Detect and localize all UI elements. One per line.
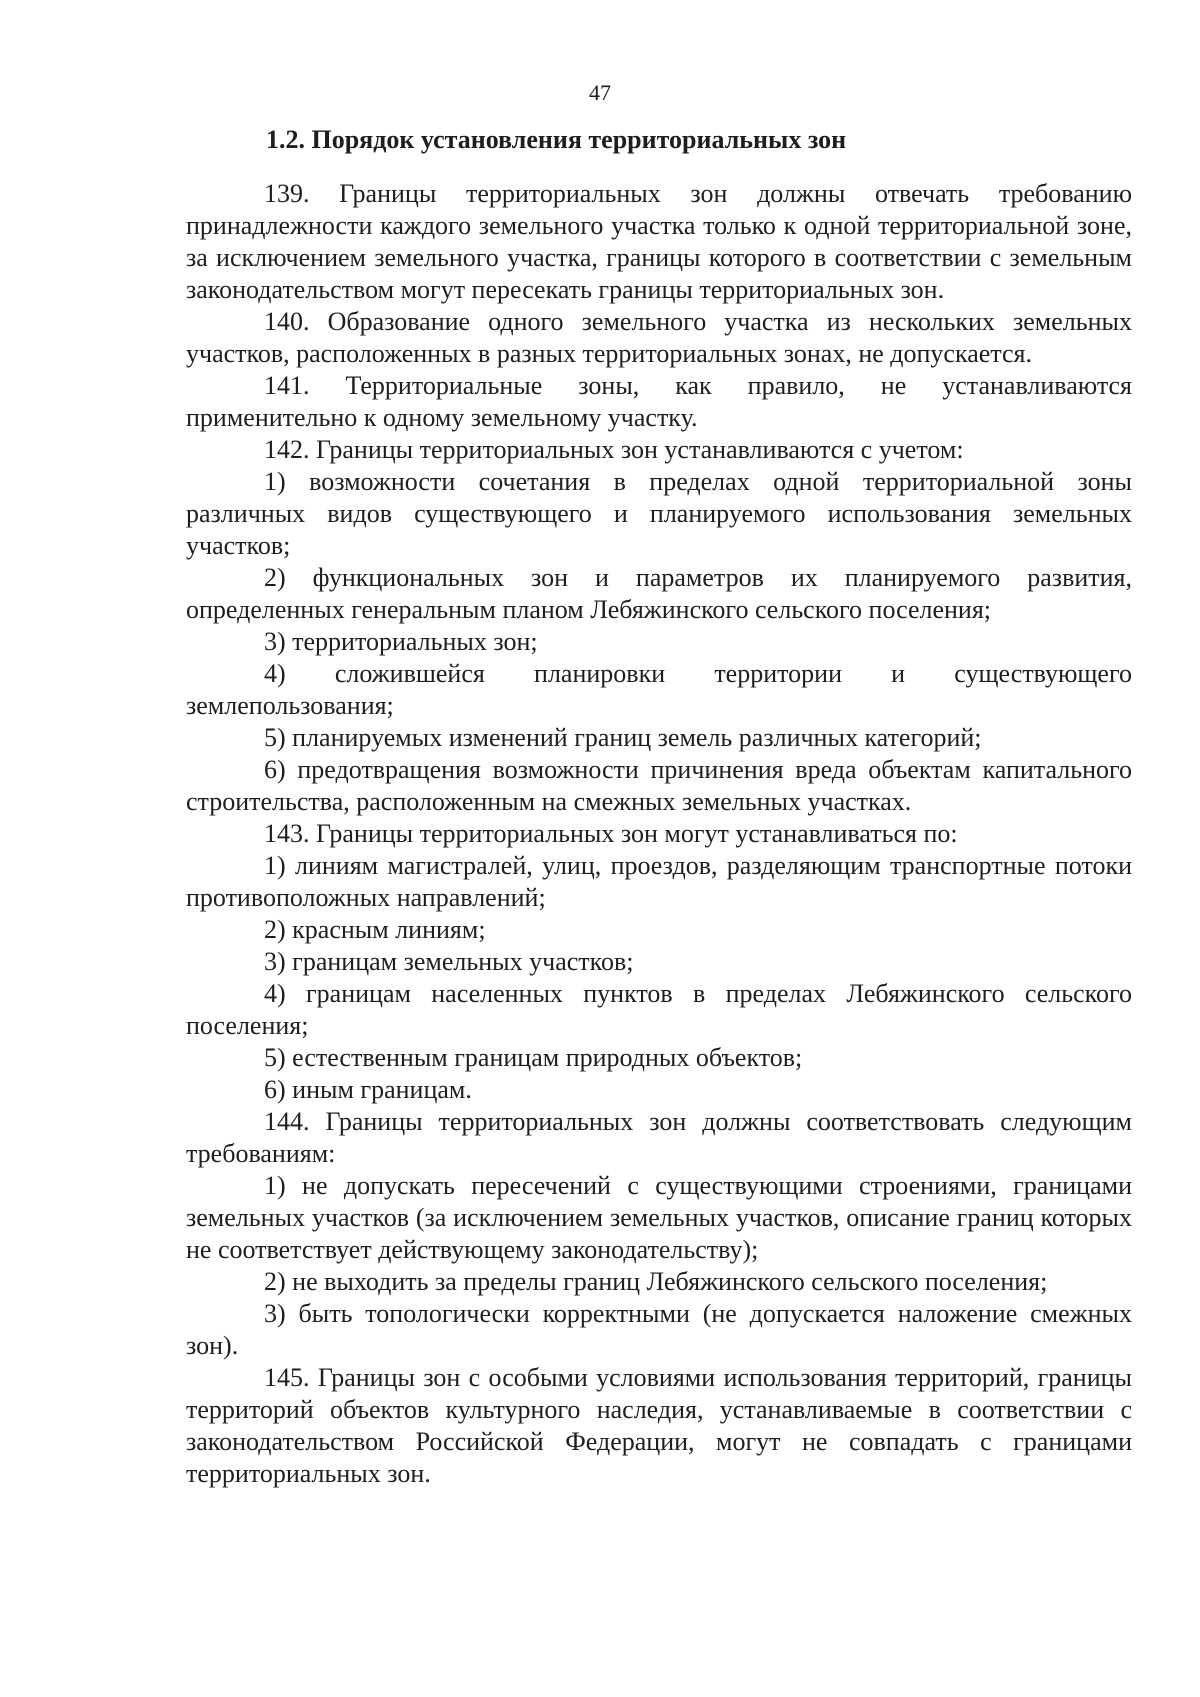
list-item-143-4: 4) границам населенных пунктов в пределах Лебяжинского сельского поселения; [186,979,1132,1040]
list-item-142-3: 3) территориальных зон; [264,627,538,656]
section-heading: 1.2. Порядок установления территориальных зон [266,125,847,154]
list-item-142-6: 6) предотвращения возможности причинения вреда объектам капитального строительства, расположенным на смежных земельных участках. [186,755,1132,816]
list-item-143-3: 3) границам земельных участков; [264,947,634,976]
list-item-143-1: 1) линиям магистралей, улиц, проездов, разделяющим транспортные потоки противоположных направлений; [186,851,1132,912]
paragraph-139: 139. Границы территориальных зон должны отвечать требованию принадлежности каждого земельного участка только к одной территориальной зоне, за исключением земельного участка, границы которого в соответствии с земельным законодательством могут пересекать границы территориальных зон. [186,179,1132,304]
list-item-142-5: 5) планируемых изменений границ земель различных категорий; [264,723,982,752]
document-body [186,124,1132,1490]
page-number: 47 [589,80,611,105]
paragraph-141: 141. Территориальные зоны, как правило, не устанавливаются применительно к одному земельному участку. [186,371,1132,432]
list-item-143-5: 5) естественным границам природных объектов; [264,1043,803,1072]
paragraph-142: 142. Границы территориальных зон устанавливаются с учетом: [264,435,964,464]
list-item-142-1: 1) возможности сочетания в пределах одной территориальной зоны различных видов существующего и планируемого использования земельных участков; [186,467,1132,560]
list-item-144-3: 3) быть топологически корректными (не допускается наложение смежных зон). [186,1299,1132,1360]
list-item-143-6: 6) иным границам. [264,1075,472,1104]
paragraph-140: 140. Образование одного земельного участка из нескольких земельных участков, расположенных в разных территориальных зонах, не допускается. [186,307,1132,368]
paragraph-145: 145. Границы зон с особыми условиями использования территорий, границы территорий объектов культурного наследия, устанавливаемые в соответствии с законодательством Российской Федерации, могут не совпадать с границами территориальных зон. [186,1363,1132,1488]
list-item-142-4: 4) сложившейся планировки территории и существующего землепользования; [186,659,1132,720]
list-item-142-2: 2) функциональных зон и параметров их планируемого развития, определенных генеральным планом Лебяжинского сельского поселения; [186,563,1132,624]
list-item-144-2: 2) не выходить за пределы границ Лебяжинского сельского поселения; [264,1267,1048,1296]
paragraph-143: 143. Границы территориальных зон могут устанавливаться по: [264,819,958,848]
list-item-144-1: 1) не допускать пересечений с существующими строениями, границами земельных участков (за исключением земельных участков, описание границ которых не соответствует действующему законодательству); [186,1171,1132,1264]
list-item-143-2: 2) красным линиям; [264,915,486,944]
paragraph-144: 144. Границы территориальных зон должны соответствовать следующим требованиям: [186,1107,1132,1168]
